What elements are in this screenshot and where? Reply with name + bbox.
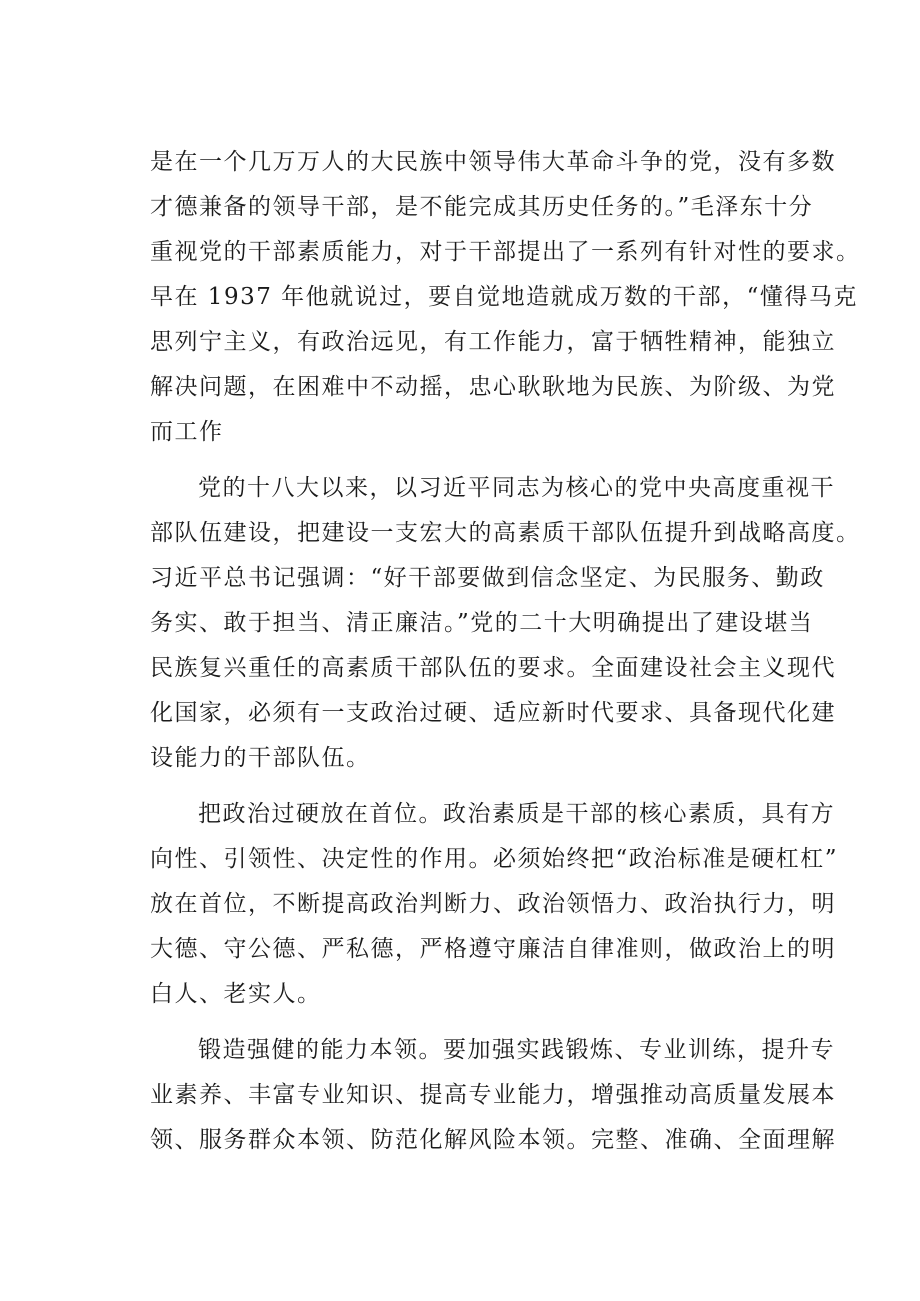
- paragraph-1: [150, 140, 861, 455]
- text-line: 大德、守公德、严私德，严格遵守廉洁自律准则，做政治上的明: [150, 936, 836, 962]
- text-line: 才德兼备的领导干部，是不能完成其历史任务的。”毛泽东十分: [150, 194, 814, 220]
- text-line: 向性、引领性、决定性的作用。必须始终把“政治标准是硬杠杠”: [150, 846, 839, 872]
- text-line: 领、服务群众本领、防范化解风险本领。完整、准确、全面理解: [150, 1127, 836, 1153]
- text-line: 锻造强健的能力本领。要加强实践锻炼、专业训练，提升专: [198, 1037, 835, 1063]
- text-line: 思列宁主义，有政治远见，有工作能力，富于牺牲精神，能独立: [150, 329, 836, 355]
- paragraph-2: [150, 466, 861, 781]
- document-body: [150, 140, 861, 1163]
- text-line: 放在首位，不断提高政治判断力、政治领悟力、政治执行力，明: [150, 891, 836, 917]
- text-line: 解决问题，在困难中不动摇，忠心耿耿地为民族、为阶级、为党: [150, 374, 836, 400]
- text-line: 早在 1937 年他就说过，要自觉地造就成万数的干部，“懂得马克: [150, 284, 858, 310]
- text-line: 部队伍建设，把建设一支宏大的高素质干部队伍提升到战略高度。: [150, 520, 861, 546]
- text-line: 民族复兴重任的高素质干部队伍的要求。全面建设社会主义现代: [150, 655, 836, 681]
- text-line: 重视党的干部素质能力，对于干部提出了一系列有针对性的要求。: [150, 239, 861, 265]
- text-line: 习近平总书记强调：“好干部要做到信念坚定、为民服务、勤政: [150, 565, 825, 591]
- paragraph-3: [150, 792, 839, 1017]
- text-line: 设能力的干部队伍。: [150, 745, 371, 771]
- text-line: 白人、老实人。: [150, 981, 322, 1007]
- text-line: 把政治过硬放在首位。政治素质是干部的核心素质，具有方: [198, 801, 835, 827]
- text-line: 业素养、丰富专业知识、提高专业能力，增强推动高质量发展本: [150, 1082, 836, 1108]
- text-line: 而工作: [150, 419, 224, 445]
- text-line: 务实、敢于担当、清正廉洁。”党的二十大明确提出了建设堪当: [150, 610, 814, 636]
- text-line: 是在一个几万万人的大民族中领导伟大革命斗争的党，没有多数: [150, 149, 836, 175]
- text-line: 党的十八大以来，以习近平同志为核心的党中央高度重视干: [198, 475, 835, 501]
- text-line: 化国家，必须有一支政治过硬、适应新时代要求、具备现代化建: [150, 700, 836, 726]
- paragraph-4: [150, 1028, 836, 1163]
